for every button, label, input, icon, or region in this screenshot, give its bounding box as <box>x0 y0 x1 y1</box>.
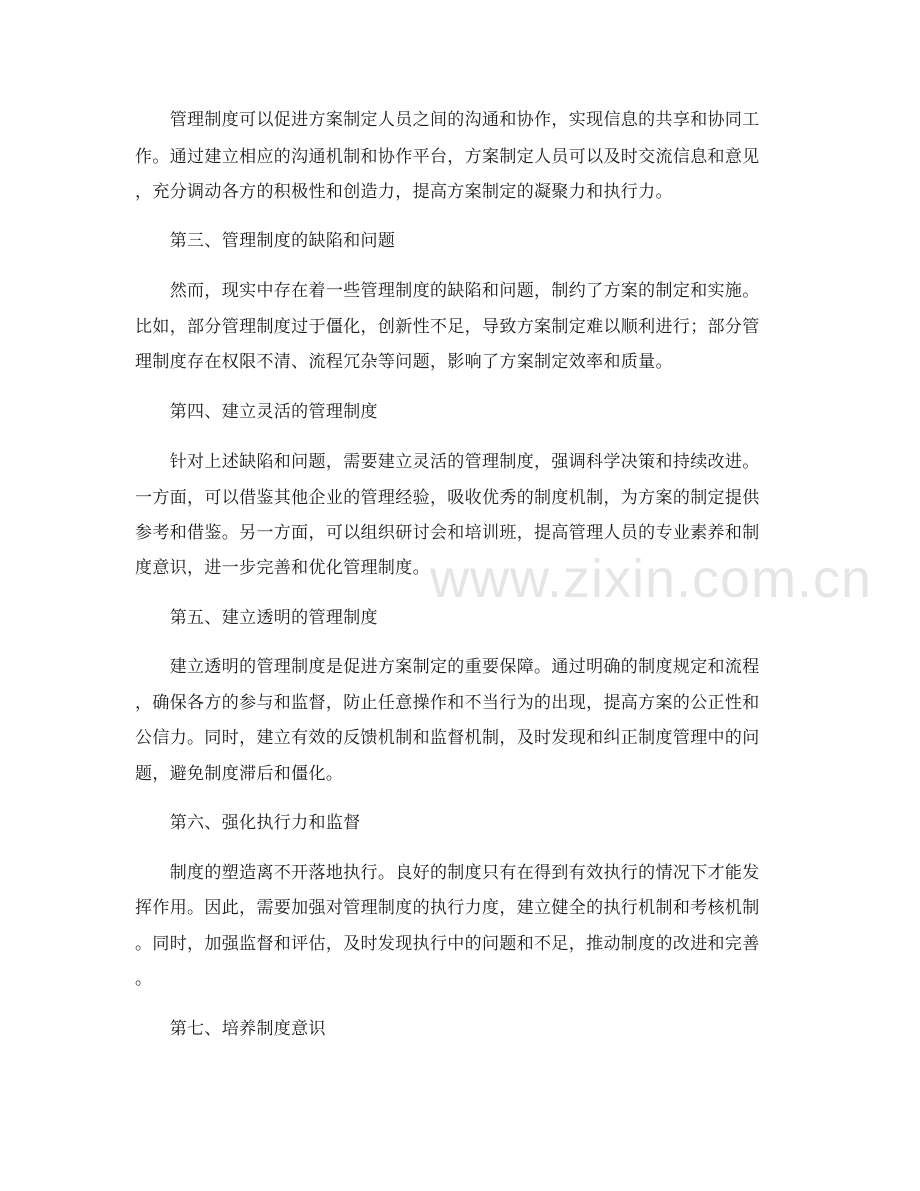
section-heading: 第五、建立透明的管理制度 <box>135 608 378 628</box>
section-heading: 第七、培养制度意识 <box>135 1019 326 1039</box>
text-line: 作。通过建立相应的沟通机制和协作平台，方案制定人员可以及时交流信息和意见 <box>135 147 760 167</box>
text-line: 比如，部分管理制度过于僵化，创新性不足，导致方案制定难以顺利进行；部分管 <box>135 317 760 337</box>
watermark: www.zixin.com.cn <box>430 549 873 609</box>
text-line: 针对上述缺陷和问题，需要建立灵活的管理制度，强调科学决策和持续改进。 <box>135 452 760 472</box>
text-line: 。同时，加强监督和评估，及时发现执行中的问题和不足，推动制度的改进和完善 <box>135 934 760 954</box>
section-heading: 第六、强化执行力和监督 <box>135 813 361 833</box>
text-line: 制度的塑造离不开落地执行。良好的制度只有在得到有效执行的情况下才能发 <box>135 863 760 883</box>
text-line: 题，避免制度滞后和僵化。 <box>135 764 344 784</box>
text-line: 度意识，进一步完善和优化管理制度。 <box>135 558 430 578</box>
text-line: 一方面，可以借鉴其他企业的管理经验，吸收优秀的制度机制，为方案的制定提供 <box>135 488 760 508</box>
section-heading: 第三、管理制度的缺陷和问题 <box>135 231 396 251</box>
section-heading: 第四、建立灵活的管理制度 <box>135 402 378 422</box>
text-line: 参考和借鉴。另一方面，可以组织研讨会和培训班，提高管理人员的专业素养和制 <box>135 523 760 543</box>
text-line: 挥作用。因此，需要加强对管理制度的执行力度，建立健全的执行机制和考核机制 <box>135 898 760 918</box>
text-line: 理制度存在权限不清、流程冗杂等问题，影响了方案制定效率和质量。 <box>135 352 673 372</box>
text-line: 管理制度可以促进方案制定人员之间的沟通和协作，实现信息的共享和协同工 <box>135 110 760 130</box>
text-line: 建立透明的管理制度是促进方案制定的重要保障。通过明确的制度规定和流程 <box>135 657 760 677</box>
text-line: 然而，现实中存在着一些管理制度的缺陷和问题，制约了方案的制定和实施。 <box>135 281 760 301</box>
text-line: 公信力。同时，建立有效的反馈机制和监督机制，及时发现和纠正制度管理中的问 <box>135 728 760 748</box>
text-line: 。 <box>135 969 153 989</box>
text-line: ，充分调动各方的积极性和创造力，提高方案制定的凝聚力和执行力。 <box>135 182 673 202</box>
text-line: ，确保各方的参与和监督，防止任意操作和不当行为的出现，提高方案的公正性和 <box>135 693 760 713</box>
